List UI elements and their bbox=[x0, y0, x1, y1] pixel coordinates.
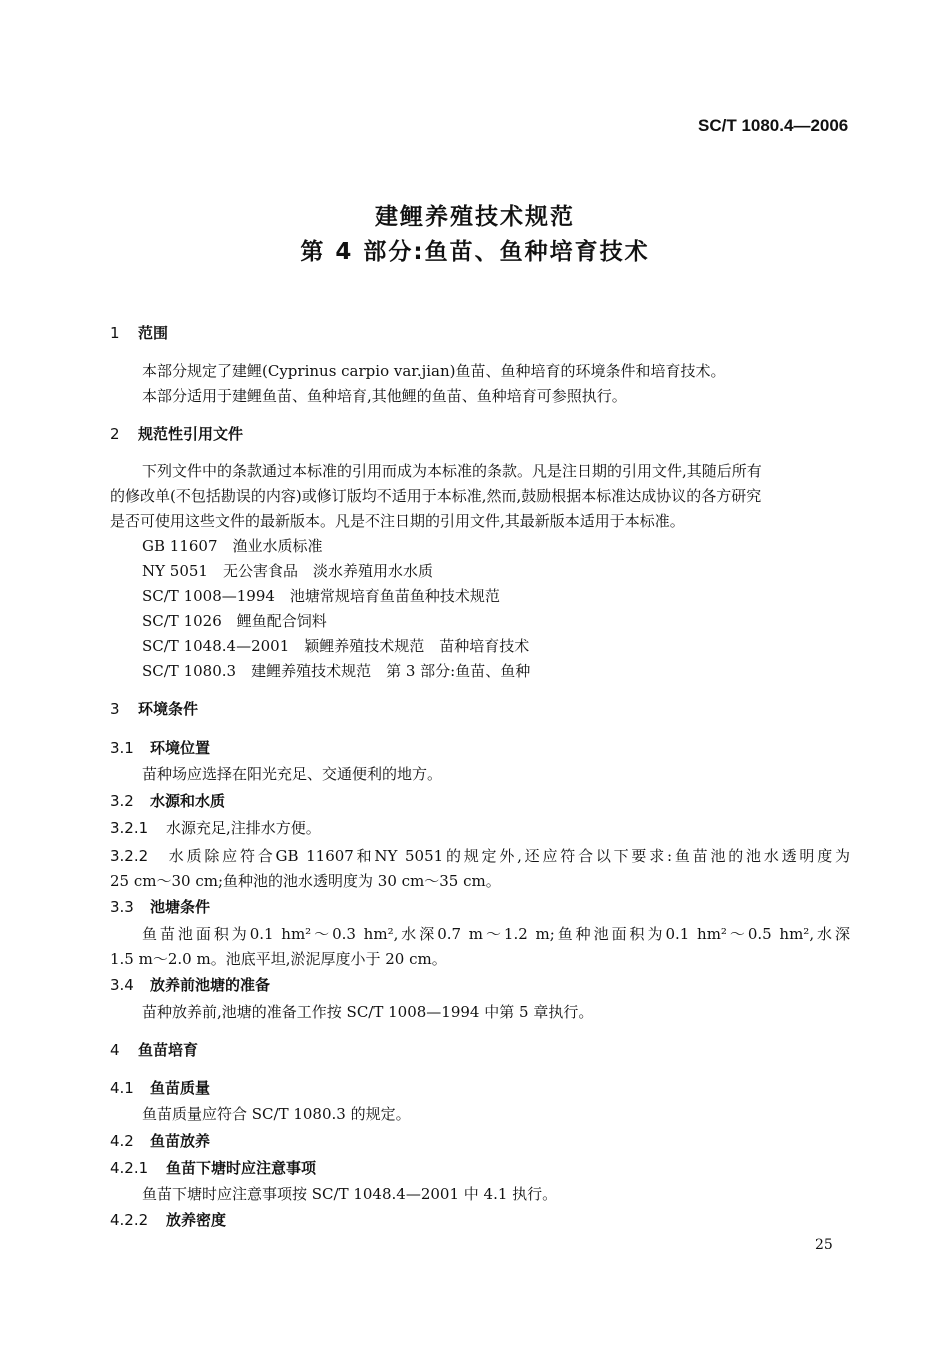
section-3-heading bbox=[110, 698, 198, 719]
subsection-number: 3.3 bbox=[110, 898, 134, 916]
subsection-number: 3.2 bbox=[110, 792, 134, 810]
paragraph: 苗种场应选择在阳光充足、交通便利的地方。 bbox=[142, 765, 443, 783]
subsection-number: 4.1 bbox=[110, 1079, 134, 1097]
reference-item: SC/T 1008—1994 池塘常规培育鱼苗鱼种技术规范 bbox=[142, 587, 500, 605]
section-title: 规范性引用文件 bbox=[138, 425, 244, 443]
clause-text: 水质除应符合GB 11607和NY 5051的规定外,还应符合以下要求:鱼苗池的池水透明度为 bbox=[166, 847, 850, 865]
paragraph: 本部分规定了建鲤(Cyprinus carpio var.jian)鱼苗、鱼种培育的环境条件和培育技术。 bbox=[142, 362, 726, 380]
subsection-4-2-heading bbox=[110, 1130, 210, 1151]
clause-number: 4.2.2 bbox=[110, 1211, 149, 1229]
page-subtitle: 第 4 部分:鱼苗、鱼种培育技术 bbox=[300, 239, 650, 265]
clause-text: 水源充足,注排水方便。 bbox=[166, 819, 321, 837]
section-4-heading bbox=[110, 1039, 198, 1060]
subsection-number: 3.1 bbox=[110, 739, 134, 757]
paragraph-line: 鱼苗池面积为0.1 hm²～0.3 hm²,水深0.7 m～1.2 m;鱼种池面积为0.1 hm²～0.5 hm²,水深 bbox=[142, 925, 850, 943]
paragraph: 苗种放养前,池塘的准备工作按 SC/T 1008—1994 中第 5 章执行。 bbox=[142, 1003, 594, 1021]
paragraph: 鱼苗下塘时应注意事项按 SC/T 1048.4—2001 中 4.1 执行。 bbox=[142, 1185, 558, 1203]
paragraph-line: 1.5 m～2.0 m。池底平坦,淤泥厚度小于 20 cm。 bbox=[110, 950, 447, 968]
subsection-number: 3.4 bbox=[110, 976, 134, 994]
subsection-3-3-heading bbox=[110, 896, 210, 917]
reference-item: GB 11607 渔业水质标准 bbox=[142, 537, 323, 555]
subsection-title: 鱼苗放养 bbox=[150, 1132, 211, 1150]
clause-title: 鱼苗下塘时应注意事项 bbox=[166, 1159, 317, 1177]
subsection-3-1-heading bbox=[110, 737, 210, 758]
section-number: 1 bbox=[110, 324, 120, 342]
section-number: 2 bbox=[110, 425, 120, 443]
paragraph-line: 下列文件中的条款通过本标准的引用而成为本标准的条款。凡是注日期的引用文件,其随后所有 bbox=[142, 462, 762, 480]
section-title: 鱼苗培育 bbox=[138, 1041, 199, 1059]
section-2-heading bbox=[110, 423, 243, 444]
clause-number: 3.2.2 bbox=[110, 847, 149, 865]
reference-item: NY 5051 无公害食品 淡水养殖用水水质 bbox=[142, 562, 433, 580]
clause-4-2-1-heading bbox=[110, 1157, 316, 1178]
subsection-3-2-heading bbox=[110, 790, 225, 811]
clause-3-2-2 bbox=[110, 845, 850, 866]
standard-code: SC/T 1080.4—2006 bbox=[698, 116, 849, 135]
paragraph-line: 的修改单(不包括勘误的内容)或修订版均不适用于本标准,然而,鼓励根据本标准达成协议的各方研究 bbox=[110, 487, 762, 505]
subsection-3-4-heading bbox=[110, 974, 270, 995]
page-title: 建鲤养殖技术规范 bbox=[375, 204, 575, 230]
section-number: 4 bbox=[110, 1041, 120, 1059]
paragraph: 鱼苗质量应符合 SC/T 1080.3 的规定。 bbox=[142, 1105, 411, 1123]
paragraph-line: 25 cm～30 cm;鱼种池的池水透明度为 30 cm～35 cm。 bbox=[110, 872, 501, 890]
paragraph: 本部分适用于建鲤鱼苗、鱼种培育,其他鲤的鱼苗、鱼种培育可参照执行。 bbox=[142, 387, 627, 405]
section-1-heading bbox=[110, 322, 168, 343]
subsection-title: 环境位置 bbox=[150, 739, 211, 757]
page-number: 25 bbox=[815, 1237, 833, 1253]
reference-item: SC/T 1080.3 建鲤养殖技术规范 第 3 部分:鱼苗、鱼种 bbox=[142, 662, 531, 680]
subsection-number: 4.2 bbox=[110, 1132, 134, 1150]
paragraph-line: 是否可使用这些文件的最新版本。凡是不注日期的引用文件,其最新版本适用于本标准。 bbox=[110, 512, 685, 530]
subsection-title: 池塘条件 bbox=[150, 898, 211, 916]
clause-number: 4.2.1 bbox=[110, 1159, 149, 1177]
clause-4-2-2-heading bbox=[110, 1209, 226, 1230]
clause-number: 3.2.1 bbox=[110, 819, 149, 837]
section-title: 环境条件 bbox=[138, 700, 199, 718]
subsection-title: 水源和水质 bbox=[150, 792, 226, 810]
subsection-title: 放养前池塘的准备 bbox=[150, 976, 271, 994]
subsection-title: 鱼苗质量 bbox=[150, 1079, 211, 1097]
clause-title: 放养密度 bbox=[166, 1211, 227, 1229]
section-number: 3 bbox=[110, 700, 120, 718]
clause-3-2-1 bbox=[110, 817, 321, 838]
section-title: 范围 bbox=[138, 324, 169, 342]
reference-item: SC/T 1026 鲤鱼配合饲料 bbox=[142, 612, 327, 630]
reference-item: SC/T 1048.4—2001 颖鲤养殖技术规范 苗种培育技术 bbox=[142, 637, 530, 655]
subsection-4-1-heading bbox=[110, 1077, 210, 1098]
